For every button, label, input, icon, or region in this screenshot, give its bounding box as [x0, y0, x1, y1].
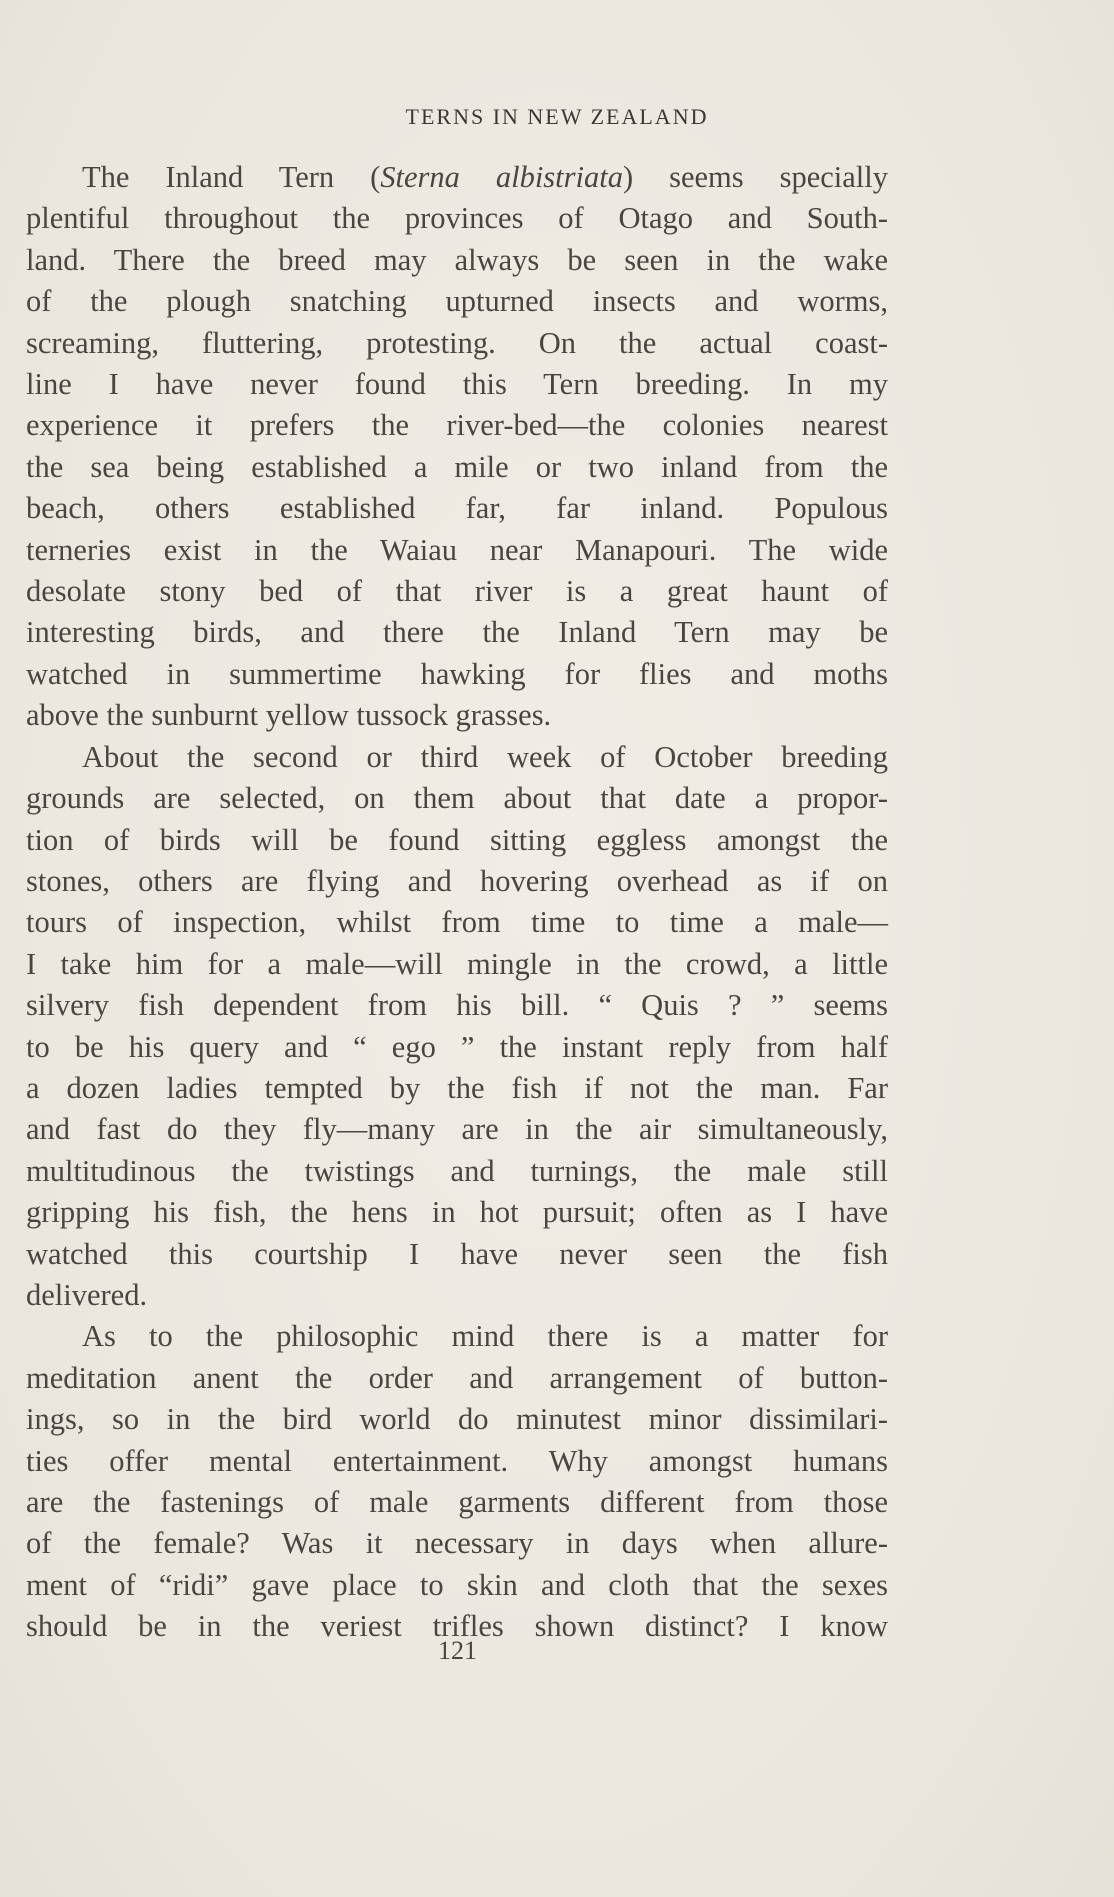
- text-line: ties offer mental entertainment. Why amongst humans: [26, 1443, 888, 1478]
- text-line: ment of “ridi” gave place to skin and cloth that the sexes: [26, 1567, 888, 1602]
- text-line: terneries exist in the Waiau near Manapouri. The wide: [26, 532, 888, 567]
- text-line: the sea being established a mile or two inland from the: [26, 449, 888, 484]
- text-line: beach, others established far, far inland. Populous: [26, 491, 888, 526]
- text-line: gripping his fish, the hens in hot pursuit; often as I have: [26, 1195, 888, 1230]
- text-line: above the sunburnt yellow tussock grasses.: [26, 698, 552, 733]
- text-line: tion of birds will be found sitting eggless amongst the: [26, 822, 888, 857]
- text-line: meditation anent the order and arrangement of button-: [26, 1360, 888, 1395]
- text-line: stones, others are flying and hovering overhead as if on: [26, 863, 888, 898]
- text-line: should be in the veriest trifles shown distinct? I know: [26, 1609, 888, 1644]
- text-line: delivered.: [26, 1277, 148, 1312]
- text-line: watched in summertime hawking for flies and moths: [26, 656, 888, 691]
- species-name: Sterna albistriata: [380, 160, 623, 194]
- text-line: silvery fish dependent from his bill. “ Quis ? ” seems: [26, 988, 888, 1023]
- text-line: experience it prefers the river-bed—the colonies nearest: [26, 408, 888, 443]
- text-line: About the second or third week of October breeding: [82, 739, 888, 774]
- text-line: desolate stony bed of that river is a great haunt of: [26, 574, 888, 609]
- text-line: screaming, fluttering, protesting. On the actual coast-: [26, 325, 888, 360]
- text-line: I take him for a male—will mingle in the crowd, a little: [26, 946, 888, 981]
- text-line: to be his query and “ ego ” the instant reply from half: [26, 1029, 888, 1064]
- text-line: land. There the breed may always be seen in the wake: [26, 242, 888, 277]
- page-number: 121: [438, 1636, 477, 1665]
- text-line: plentiful throughout the provinces of Otago and South-: [26, 201, 888, 236]
- text-line: The Inland Tern (Sterna albistriata) seems specially: [82, 160, 888, 194]
- running-head: TERNS IN NEW ZEALAND: [405, 104, 709, 129]
- text-line: of the female? Was it necessary in days when allure-: [26, 1526, 888, 1561]
- text-line: ings, so in the bird world do minutest minor dissimilari-: [26, 1402, 888, 1437]
- text-line: tours of inspection, whilst from time to time a male—: [26, 905, 888, 940]
- text-line: As to the philosophic mind there is a matter for: [82, 1319, 888, 1354]
- text-line: and fast do they fly—many are in the air simultaneously,: [26, 1112, 888, 1147]
- text-line: of the plough snatching upturned insects and worms,: [26, 284, 888, 319]
- text-line: line I have never found this Tern breeding. In my: [26, 367, 888, 402]
- body-text: [26, 157, 888, 1648]
- text-line: are the fastenings of male garments different from those: [26, 1485, 888, 1519]
- text-line: grounds are selected, on them about that date a propor-: [26, 781, 888, 816]
- text-line: watched this courtship I have never seen the fish: [26, 1236, 888, 1271]
- text-line: interesting birds, and there the Inland Tern may be: [26, 615, 888, 650]
- text-line: multitudinous the twistings and turnings, the male still: [26, 1153, 888, 1188]
- text-line: a dozen ladies tempted by the fish if not the man. Far: [26, 1070, 888, 1105]
